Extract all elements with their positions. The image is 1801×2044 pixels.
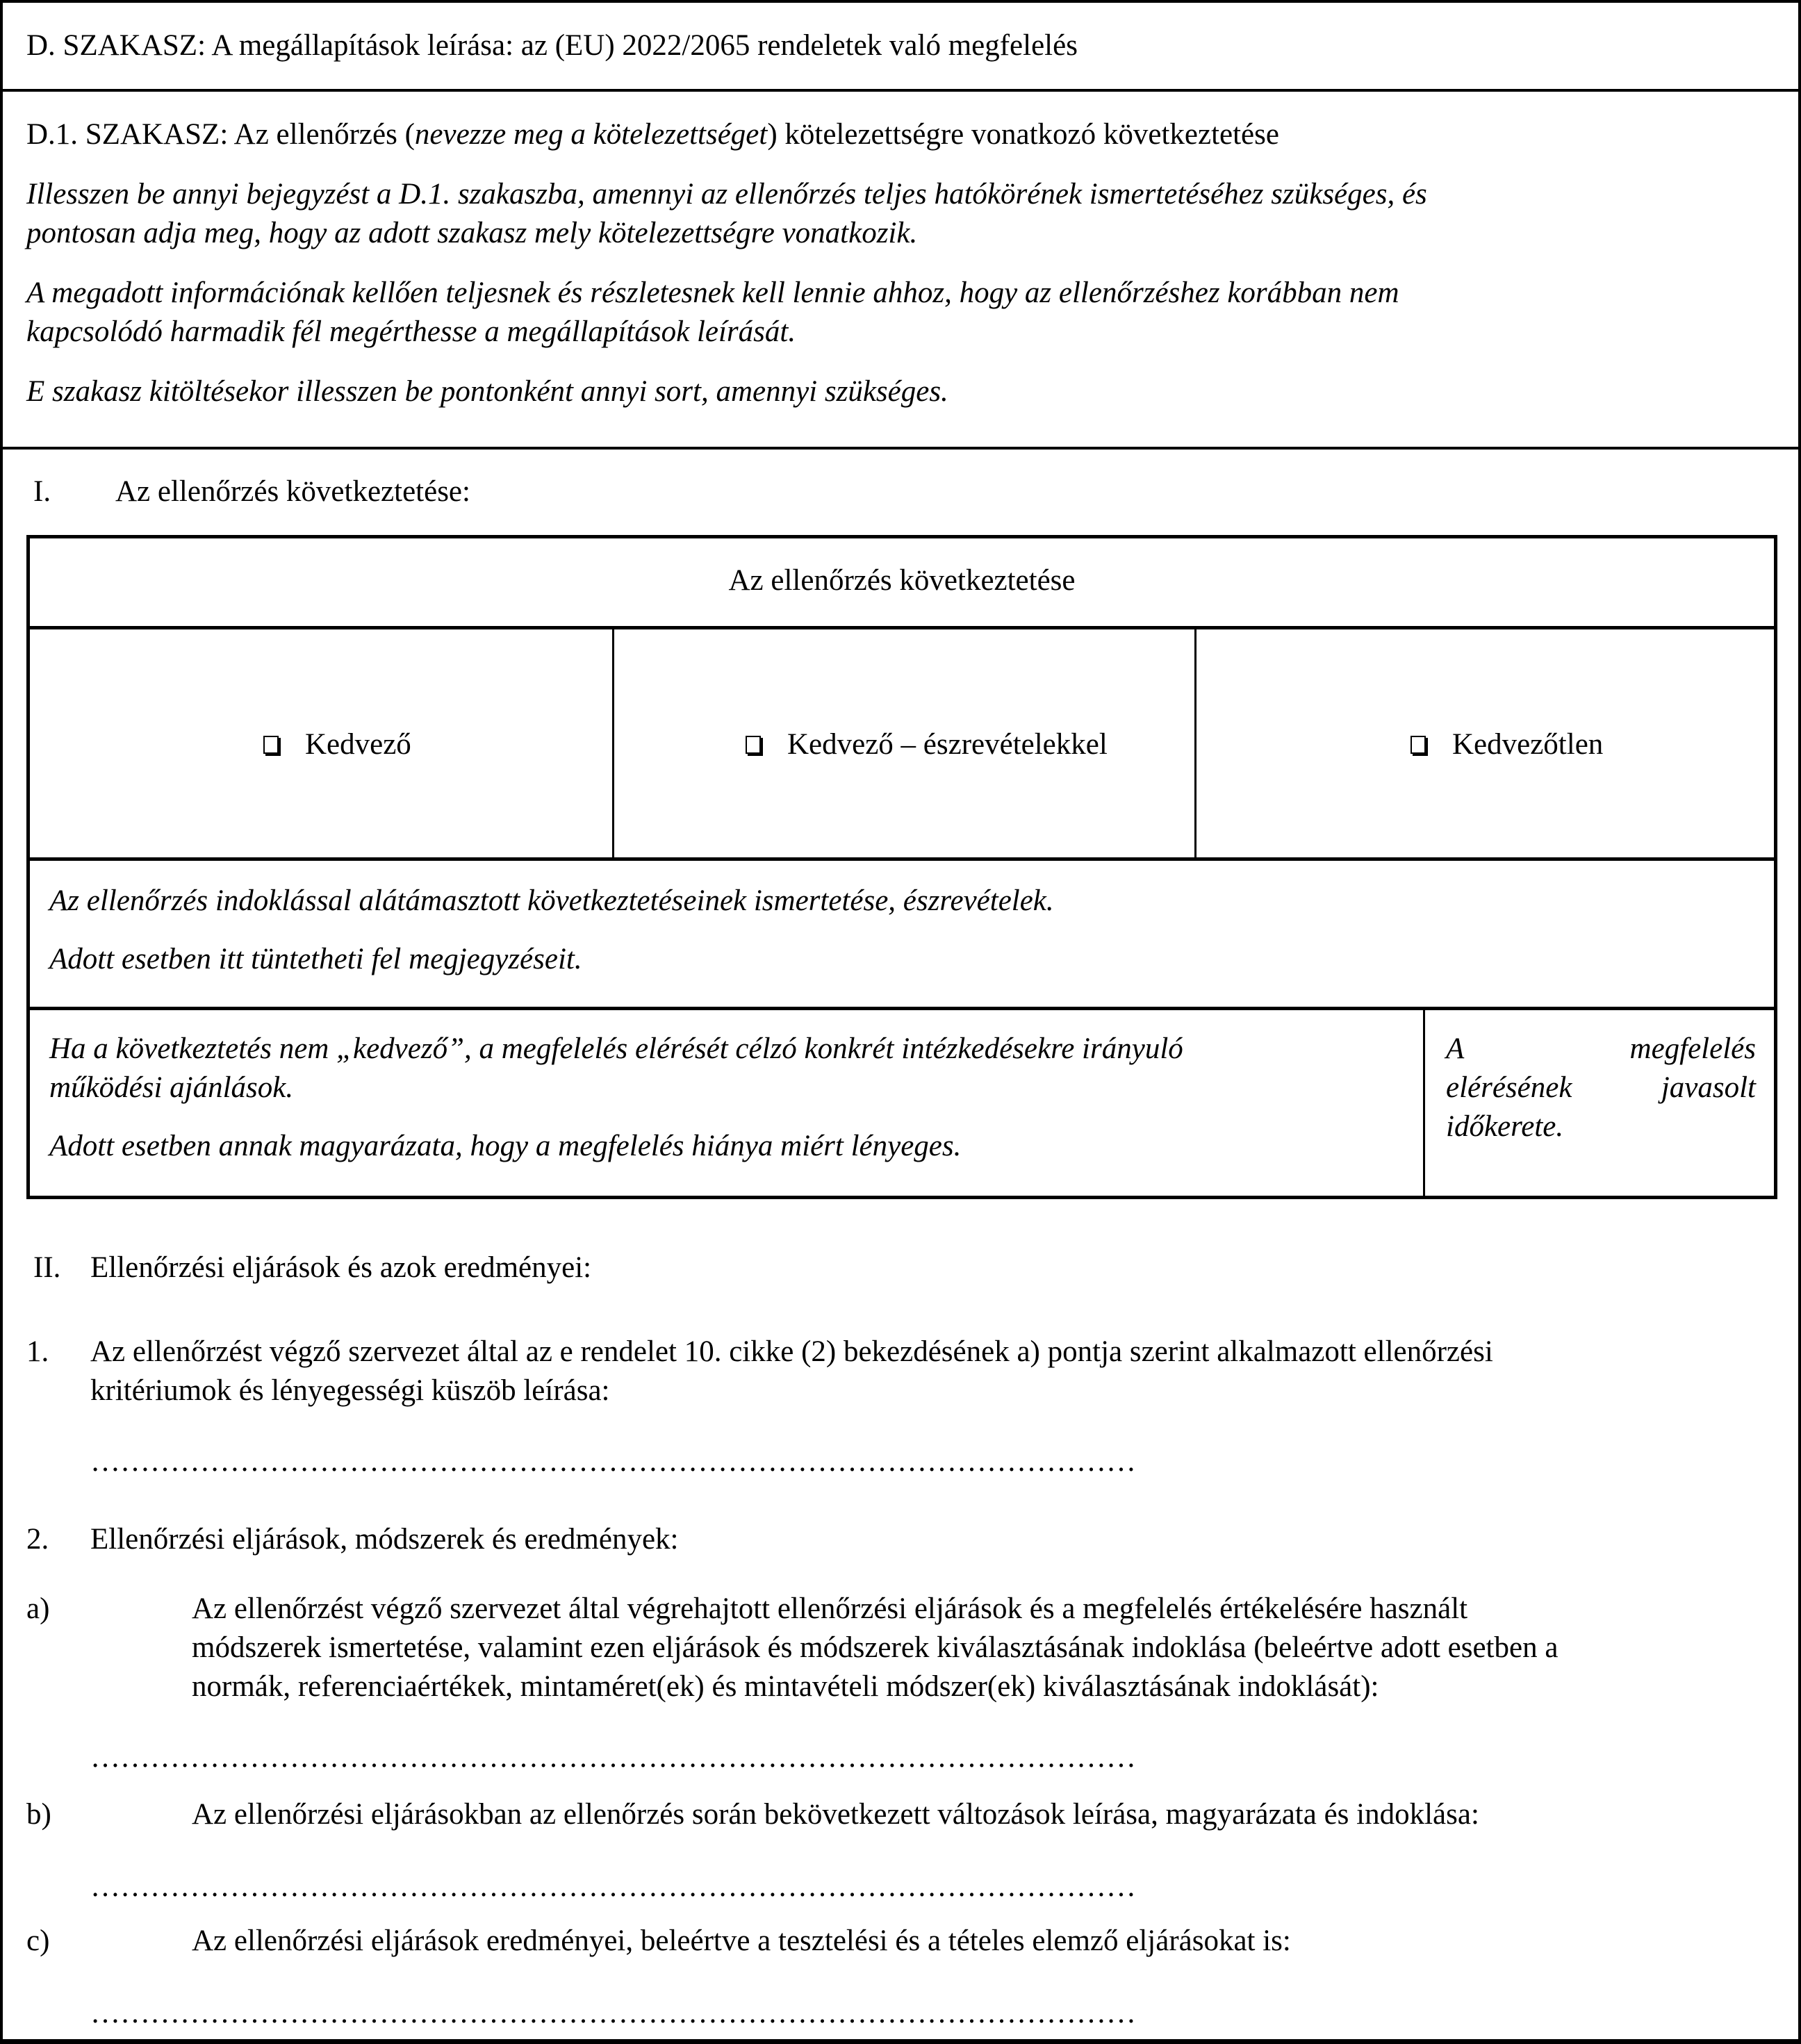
option-cell-unfavourable: [1194, 629, 1774, 857]
checkbox-unfavourable[interactable]: [1411, 736, 1426, 754]
recommendation-line1: Ha a következtetés nem „kedvező”, a megfelelés elérését célzó konkrét intézkedésekre irányuló: [49, 1032, 1183, 1065]
title-prefix: D.1. SZAKASZ: Az ellenőrzés (: [26, 118, 415, 151]
sub-b-answer-field[interactable]: ……………………………………………………………………………………………: [90, 1870, 1136, 1903]
part-ii-heading: Ellenőrzési eljárások és azok eredményei:: [90, 1251, 592, 1284]
justification-line2: Adott esetben itt tüntetheti fel megjegyzéseit.: [49, 943, 582, 975]
section-d1-block: [3, 92, 1798, 450]
option-cell-favourable-with-comments: [612, 629, 1194, 857]
item-2-heading: Ellenőrzési eljárások, módszerek és eredmények:: [90, 1523, 679, 1556]
section-d1-title: [26, 115, 1775, 154]
sub-a-line2: módszerek ismertetése, valamint ezen eljárások és módszerek kiválasztásának indoklása (beleértve adott esetben a: [192, 1631, 1559, 1664]
sub-c-answer-field[interactable]: ……………………………………………………………………………………………: [90, 1997, 1136, 2029]
timeframe-word-eleresenek: elérésének: [1446, 1071, 1572, 1104]
instruction-1-line2: pontosan adja meg, hogy az adott szakasz mely kötelezettségre vonatkozik.: [26, 217, 918, 249]
justification-cell[interactable]: [30, 861, 1774, 1010]
conclusion-table: [26, 535, 1777, 1199]
sub-b-label: b): [26, 1798, 51, 1831]
instruction-2-line1: A megadott információnak kellően teljesnek és részletesnek kell lennie ahhoz, hogy az ellenőrzéshez korábban nem: [26, 277, 1399, 309]
sub-a-label: a): [26, 1592, 50, 1625]
option-cell-favourable: [30, 629, 612, 857]
item-1-line1: Az ellenőrzést végző szervezet által az e rendelet 10. cikke (2) bekezdésének a) pontja szerint alkalmazott ellenőrzési: [90, 1335, 1493, 1368]
item-2-number: 2.: [26, 1523, 49, 1556]
part-i-number: I.: [33, 475, 51, 508]
recommendation-cell[interactable]: [30, 1010, 1425, 1196]
sub-a-line3: normák, referenciaértékek, mintaméret(ek) és mintavételi módszer(ek) kiválasztásának indoklását):: [192, 1670, 1379, 1703]
instruction-1-line1: Illesszen be annyi bejegyzést a D.1. szakaszba, amennyi az ellenőrzés teljes hatókörének ismertetéséhez szükséges, és: [26, 178, 1427, 211]
timeframe-word-a: A: [1446, 1032, 1465, 1065]
item-1-number: 1.: [26, 1335, 49, 1368]
recommendation-line3: Adott esetben annak magyarázata, hogy a megfelelés hiánya miért lényeges.: [49, 1130, 962, 1162]
timeframe-line3: időkerete.: [1446, 1110, 1564, 1143]
timeframe-cell[interactable]: [1425, 1010, 1774, 1196]
checkbox-favourable[interactable]: [263, 736, 279, 754]
section-d-header: [3, 3, 1798, 92]
option-label-favourable-with-comments: Kedvező – észrevételekkel: [787, 728, 1108, 761]
sub-a-answer-field[interactable]: ……………………………………………………………………………………………: [90, 1741, 1136, 1774]
title-italic: nevezze meg a kötelezettséget: [414, 118, 768, 151]
item-1-answer-field[interactable]: ……………………………………………………………………………………………: [90, 1445, 1136, 1478]
option-label-favourable: Kedvező: [305, 728, 411, 761]
sub-c-label: c): [26, 1925, 50, 1957]
conclusion-table-header: Az ellenőrzés következtetése: [30, 538, 1774, 629]
timeframe-word-javasolt: javasolt: [1661, 1071, 1756, 1104]
instruction-3: E szakasz kitöltésekor illesszen be pontonként annyi sort, amennyi szükséges.: [26, 375, 948, 408]
recommendation-line2: működési ajánlások.: [49, 1071, 294, 1104]
section-d-title: D. SZAKASZ: A megállapítások leírása: az (EU) 2022/2065 rendeletek való megfelelés: [26, 29, 1078, 62]
sub-c-text: Az ellenőrzési eljárások eredményei, beleértve a tesztelési és a tételes elemző eljárásokat is:: [192, 1925, 1291, 1957]
part-i-heading: Az ellenőrzés következtetése:: [115, 475, 470, 508]
item-1-line2: kritériumok és lényegességi küszöb leírása:: [90, 1374, 610, 1407]
option-label-unfavourable: Kedvezőtlen: [1452, 728, 1604, 761]
recommendation-row: [30, 1010, 1774, 1196]
instruction-2-line2: kapcsolódó harmadik fél megérthesse a megállapítások leírását.: [26, 315, 796, 348]
justification-line1: Az ellenőrzés indoklással alátámasztott következtetéseinek ismertetése, észrevételek.: [49, 884, 1054, 917]
sub-a-line1: Az ellenőrzést végző szervezet által végrehajtott ellenőrzési eljárások és a megfelelés értékelésére használt: [192, 1592, 1468, 1625]
timeframe-word-megfeleles: megfelelés: [1629, 1032, 1756, 1065]
title-suffix: ) kötelezettségre vonatkozó következtetése: [767, 118, 1279, 151]
checkbox-favourable-with-comments[interactable]: [746, 736, 761, 754]
sub-b-text: Az ellenőrzési eljárásokban az ellenőrzés során bekövetkezett változások leírása, magyarázata és indoklása:: [192, 1798, 1479, 1831]
part-ii-number: II.: [33, 1251, 61, 1284]
conclusion-options-row: [30, 629, 1774, 861]
